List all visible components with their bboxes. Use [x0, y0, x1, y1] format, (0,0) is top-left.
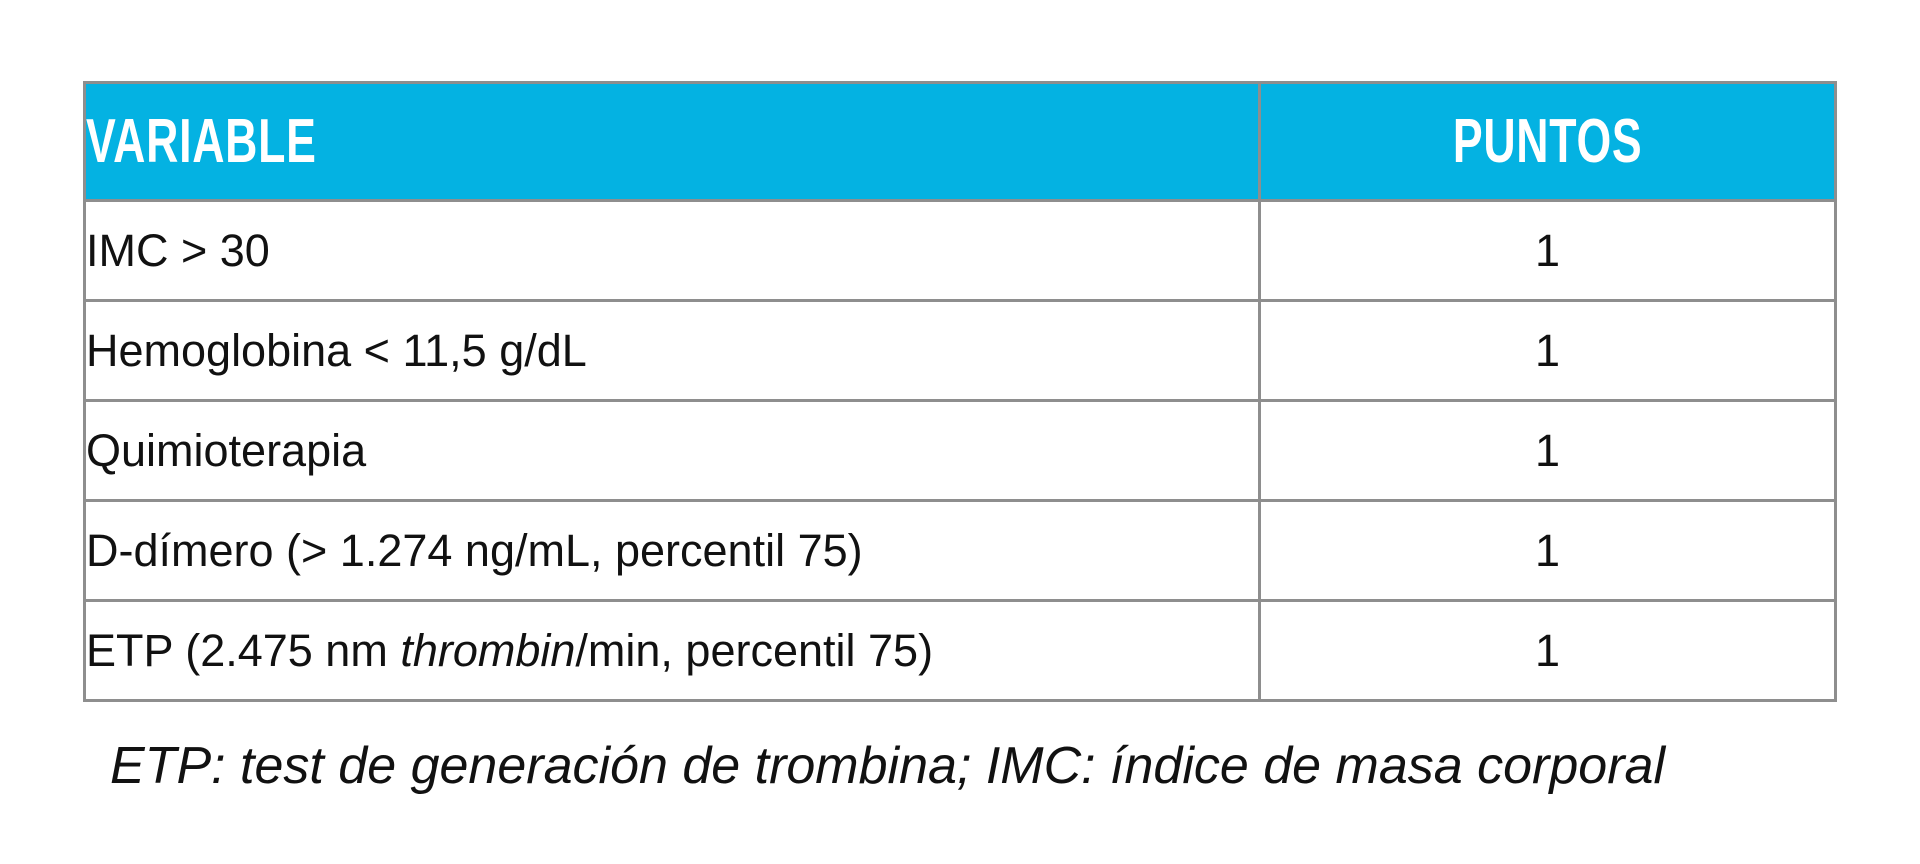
points-cell: 1	[1259, 501, 1835, 601]
variable-cell	[85, 501, 1260, 601]
points-cell: 1	[1259, 601, 1835, 701]
variable-text: ETP (2.475 nm	[86, 624, 401, 676]
points-cell: 1	[1259, 401, 1835, 501]
score-table	[83, 81, 1837, 702]
table-row	[85, 201, 1836, 301]
variable-cell	[85, 201, 1260, 301]
variable-text: Hemoglobina < 11,5 g/dL	[86, 324, 587, 376]
variable-text: IMC > 30	[86, 224, 270, 276]
points-cell: 1	[1259, 201, 1835, 301]
table-row	[85, 301, 1836, 401]
header-puntos-label: PUNTOS	[1452, 107, 1643, 176]
variable-text-suffix: /min, percentil 75)	[575, 624, 934, 676]
points-cell: 1	[1259, 301, 1835, 401]
variable-text: D-dímero (> 1.274 ng/mL, percentil 75)	[86, 524, 863, 576]
header-cell-puntos	[1259, 83, 1835, 201]
variable-text: Quimioterapia	[86, 424, 367, 476]
variable-cell	[85, 401, 1260, 501]
header-cell-variable	[85, 83, 1260, 201]
footnote: ETP: test de generación de trombina; IMC: índice de masa corporal	[110, 737, 1665, 795]
variable-cell	[85, 601, 1260, 701]
variable-cell	[85, 301, 1260, 401]
variable-text-italic: thrombin	[400, 624, 576, 676]
table-row	[85, 501, 1836, 601]
table-row	[85, 601, 1836, 701]
table-row	[85, 401, 1836, 501]
header-row	[85, 83, 1836, 201]
header-variable-label: VARIABLE	[86, 107, 317, 176]
